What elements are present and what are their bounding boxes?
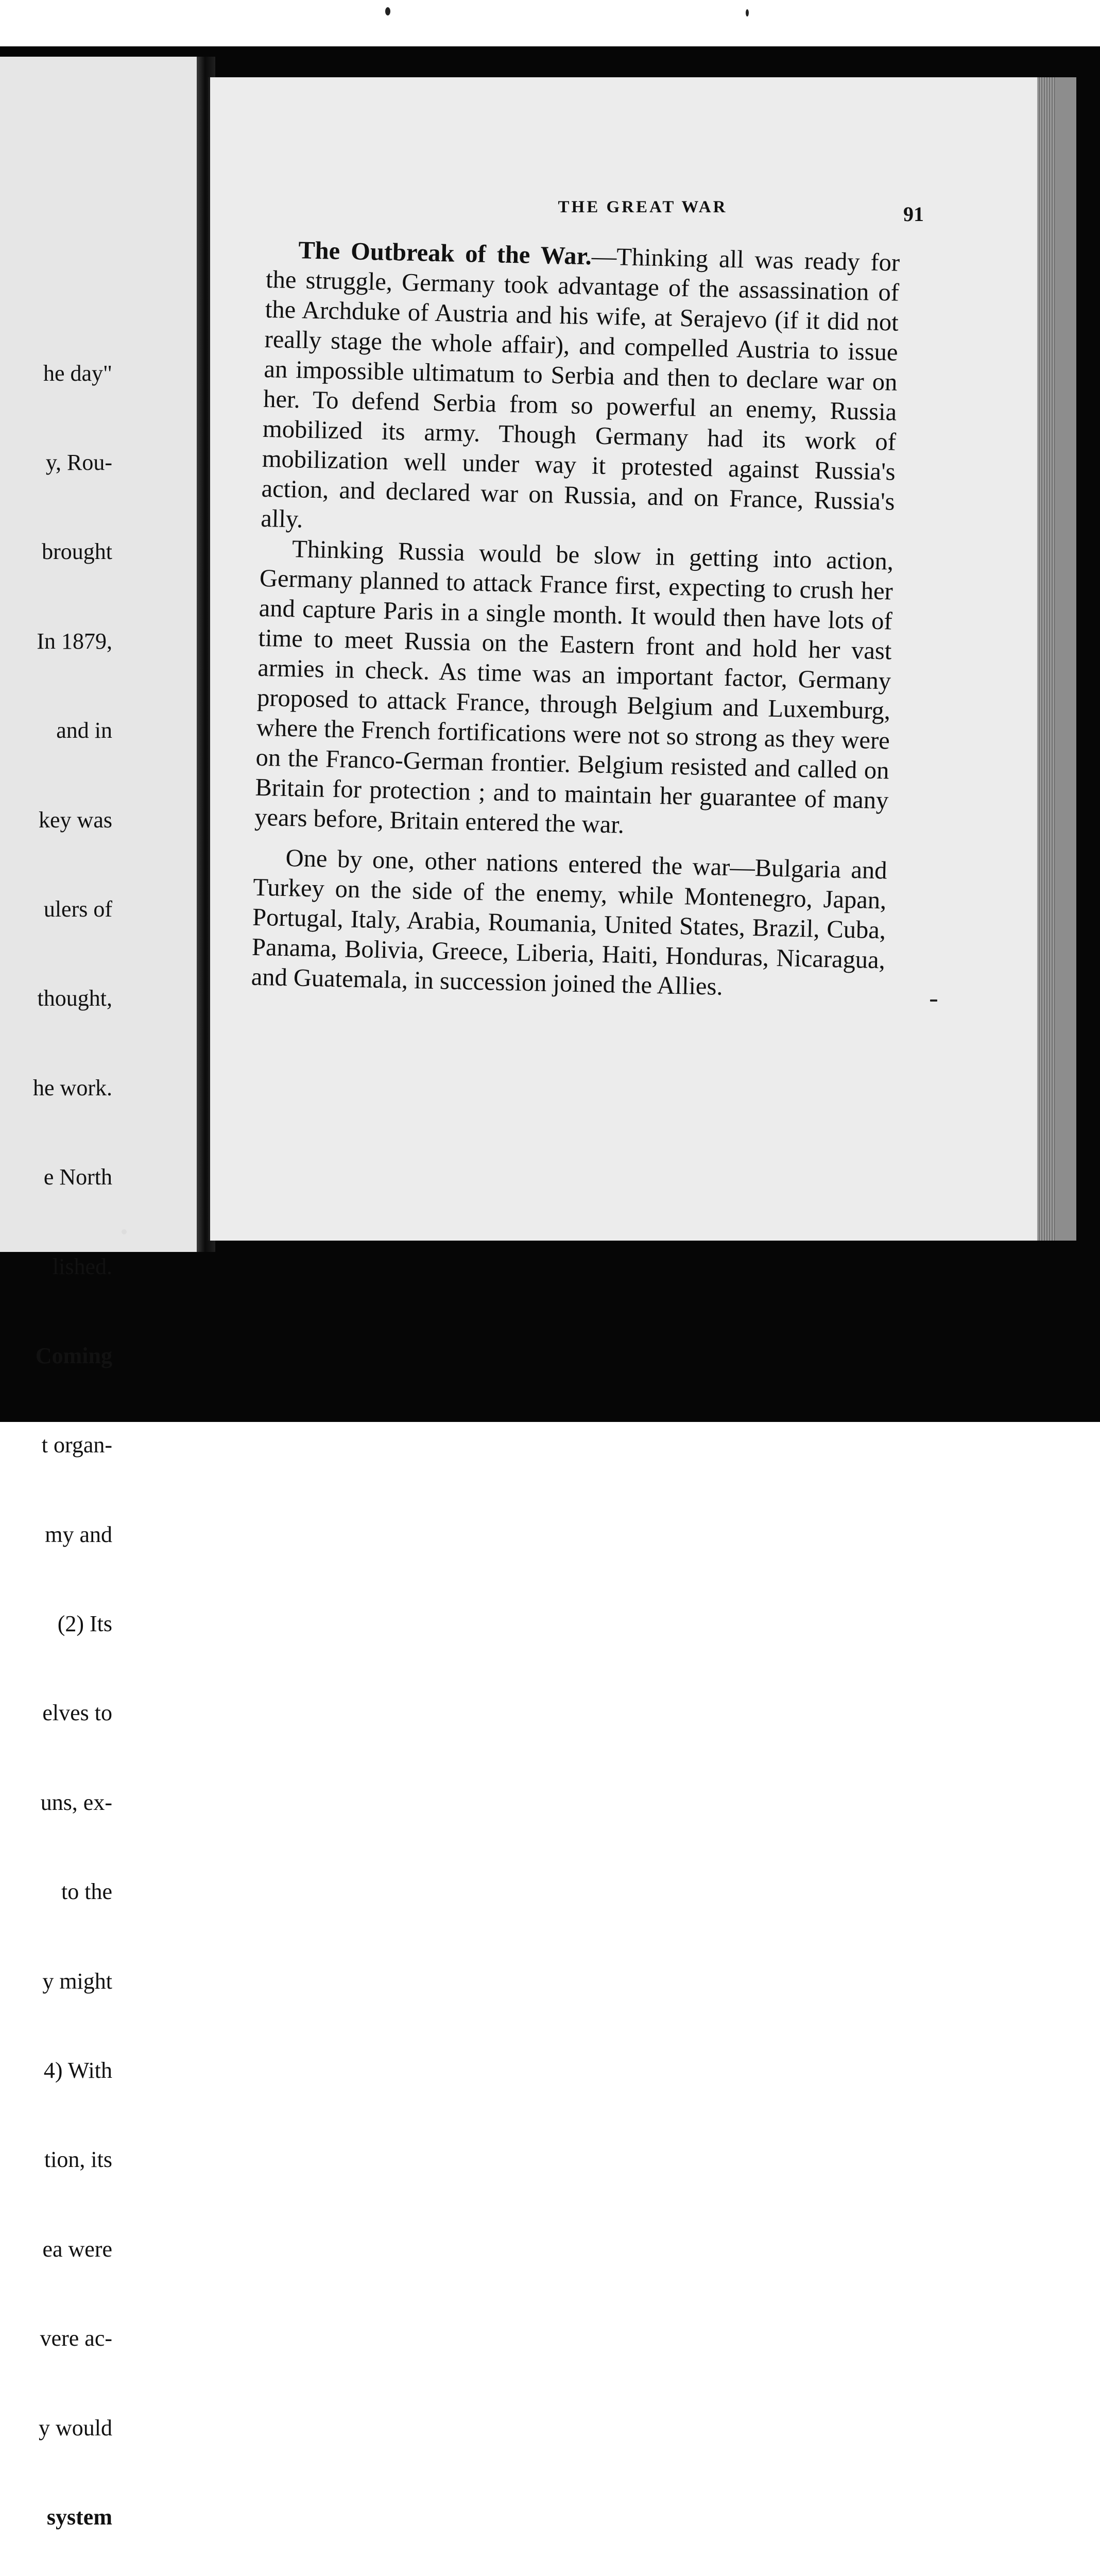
dust-speck — [930, 999, 937, 1002]
left-line: my and — [45, 1521, 112, 1547]
left-line: vere ac- — [40, 2326, 112, 2351]
left-line: to the — [61, 1879, 112, 1905]
running-head: THE GREAT WAR — [558, 198, 728, 216]
left-line: Coming — [35, 1343, 112, 1368]
left-line: (2) Its — [57, 1611, 112, 1637]
left-line: key was — [39, 807, 112, 833]
left-line: In 1879, — [37, 628, 112, 654]
paragraph-text: —Thinking all was ready for the struggle, Germany took advantage of the assassination of the Archduke of Austria and his wife, at Serajevo (if it did not really stage the whole affair), and compelled Austria to issue an impossible ultimatum to Serbia and then to declare war on her. To defend Serbia from so powerful an enemy, Russia mobilized its army. Though Germany had its work of mobilization well under way it protested against Russia's action, and declared war on Russia, and on France, Russia's ally. — [260, 243, 900, 533]
left-line: ea were — [42, 2236, 112, 2262]
left-line: y might — [42, 1968, 112, 1994]
left-line: t organ- — [41, 1432, 112, 1458]
left-page — [0, 57, 199, 2530]
left-line: and in — [56, 718, 112, 743]
left-line: brought — [42, 539, 112, 565]
left-line: tion, its — [44, 2147, 112, 2173]
right-page — [208, 77, 1076, 1241]
left-line: y would — [39, 2415, 112, 2441]
dust-speck — [385, 7, 390, 15]
page-number: 91 — [903, 202, 924, 226]
left-line: thought, — [37, 986, 112, 1011]
left-line: uns, ex- — [40, 1789, 112, 1815]
section-heading: The Outbreak of the War. — [298, 236, 592, 270]
left-line: system — [46, 2504, 112, 2530]
left-line: he day" — [43, 360, 112, 386]
dust-speck — [746, 9, 749, 16]
body-text — [251, 235, 900, 1005]
paragraph: Thinking Russia would be slow in getting into action, Germany planned to attack France first, expecting to crush her and capture Paris in a single month. It would then have lots of time to meet Russia on the Eastern front and hold her vast armies in check. As time was an important factor, Germany proposed to attack France, through Belgium and Luxemburg, where the French fortifications were not so strong as they were on the Franco-German frontier. Belgium resisted and called on Britain for protection ; and to maintain her guarantee of many years before, Britain entered the war. — [254, 535, 894, 839]
left-line: he work. — [33, 1075, 112, 1100]
left-line: elves to — [42, 1700, 112, 1726]
paragraph: One by one, other nations entered the war—Bulgaria and Turkey on the side of the enemy, while Montenegro, Japan, Portugal, Italy, Arabia, Roumania, United States, Brazil, Cuba, Panama, Bolivia, Greece, Liberia, Haiti, Honduras, Nicaragua, and Guatemala, in succession joined the Allies. — [251, 844, 887, 1001]
page-edge — [1037, 77, 1056, 1241]
paragraph — [261, 235, 900, 547]
left-line: e North — [43, 1164, 112, 1190]
left-line: ulers of — [43, 896, 112, 922]
left-line: y, Rou- — [45, 449, 112, 475]
left-line: 4) With — [43, 2058, 112, 2083]
dust-speck — [122, 1229, 127, 1234]
left-page-text — [0, 299, 112, 2576]
left-line: lished. — [52, 1253, 112, 1279]
